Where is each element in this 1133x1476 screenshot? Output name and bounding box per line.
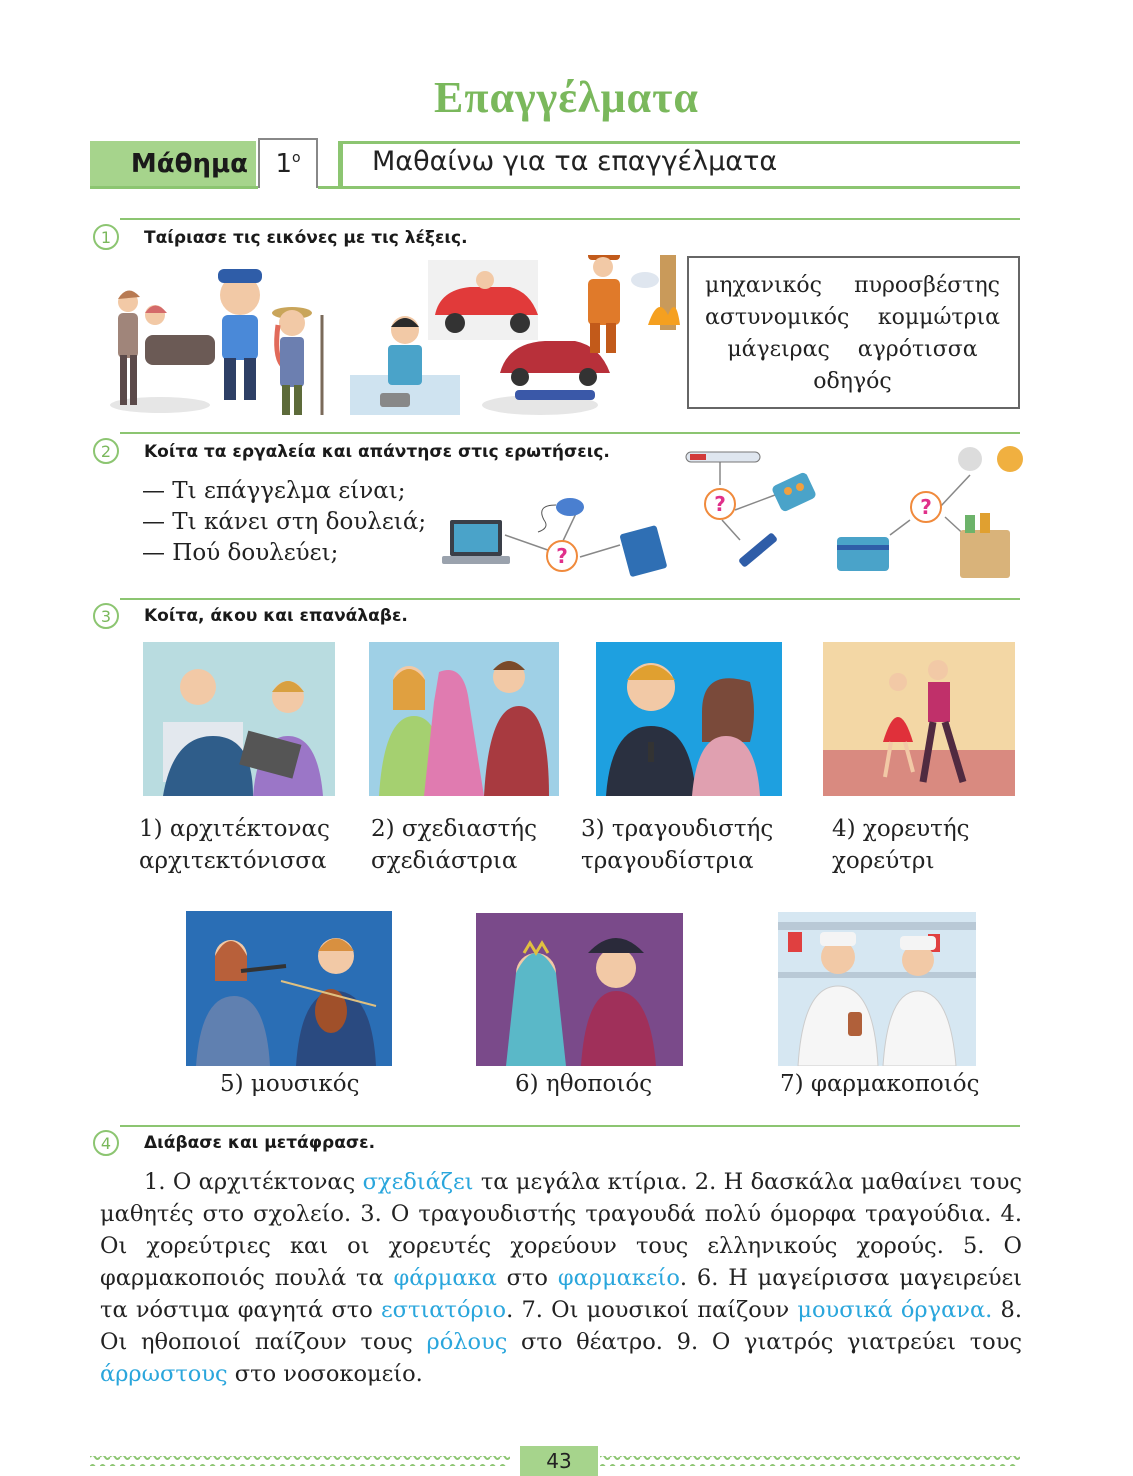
highlight-word: ρόλους: [426, 1329, 508, 1355]
word-hairdresser: κομμώτρια: [877, 305, 1000, 330]
firefighter-figure: [588, 255, 680, 353]
exercise-2-rule: [120, 432, 1020, 434]
notebook-icon: [619, 525, 667, 577]
thermometer-icon: [686, 452, 760, 462]
lesson-title: Μαθαίνω για τα επαγγέλματα: [372, 146, 778, 177]
reading-passage: [100, 1166, 1022, 1390]
word-police-officer: αστυνομικός: [705, 305, 850, 330]
reading-text: 1. Ο αρχιτέκτονας: [144, 1169, 363, 1195]
highlight-word: φαρμακείο: [557, 1265, 680, 1291]
caption-dancer-line1: 4) χορευτής: [832, 816, 970, 842]
question-1: — Τι επάγγελμα είναι;: [142, 478, 406, 504]
caption-dancer: [832, 813, 970, 877]
exercise-1-rule: [120, 218, 1020, 220]
question-mark-medical: ?: [704, 488, 736, 520]
word-driver: οδηγός: [813, 369, 892, 394]
word-box-row-3: [705, 334, 1000, 366]
caption-singer-line2: τραγουδίστρια: [581, 848, 754, 874]
reading-text: στο: [496, 1265, 558, 1291]
highlight-word: μουσικά όργανα.: [797, 1297, 993, 1323]
page-number: 43: [520, 1446, 598, 1476]
coins-icon: [958, 446, 1023, 472]
farmer-figure: [272, 307, 322, 415]
lesson-topline: [340, 141, 1020, 144]
highlight-word: άρρωστους: [100, 1361, 228, 1387]
exercise-4-rule: [120, 1125, 1020, 1127]
question-3: — Πού δουλεύει;: [142, 540, 339, 566]
word-farmer: αγρότισσα: [857, 337, 978, 362]
caption-singer-line1: 3) τραγουδιστής: [581, 816, 774, 842]
exercise-1-instruction: Ταίριασε τις εικόνες με τις λέξεις.: [144, 228, 468, 248]
exercise-3-rule: [120, 598, 1020, 600]
caption-architect-line1: 1) αρχιτέκτονας: [139, 816, 330, 842]
syringe-icon: [738, 532, 778, 568]
question-mark-shopping: ?: [910, 491, 942, 523]
word-box-row-1: [705, 270, 1000, 302]
exercise-2-instruction: Κοίτα τα εργαλεία και απάντησε στις ερωτήσεις.: [144, 442, 610, 462]
lesson-number-sup: ο: [291, 150, 301, 166]
word-box-row-2: [705, 302, 1000, 334]
lesson-sidebar: [338, 141, 343, 189]
word-engineer: μηχανικός: [705, 273, 822, 298]
professions-illustration: [100, 255, 680, 420]
driver-car: [428, 260, 538, 340]
word-firefighter: πυροσβέστης: [854, 273, 1000, 298]
reading-text: . 6. Η μαγείρισσα μαγειρεύει τα νόστιμα φαγητά στο: [100, 1265, 1022, 1323]
caption-singer: [581, 813, 773, 877]
reading-text: 8. Οι ηθοποιοί παίζουν τους: [100, 1297, 1022, 1355]
caption-architect: [139, 813, 330, 877]
exercise-4-number: 4: [93, 1130, 119, 1156]
caption-dancer-line2: χορεύτρι: [832, 848, 935, 874]
designer-picture: [369, 642, 559, 796]
musician-picture: [186, 911, 392, 1066]
pharmacist-picture: [778, 912, 976, 1066]
caption-pharmacist: 7) φαρμακοποιός: [780, 1071, 980, 1097]
reading-text: στο νοσοκομείο.: [227, 1361, 423, 1387]
lesson-underline-left: [90, 186, 258, 189]
highlight-word: φάρμακα: [393, 1265, 497, 1291]
caption-architect-line2: αρχιτεκτόνισσα: [139, 848, 327, 874]
exercise-1-number: 1: [93, 224, 119, 250]
police-officer-figure: [218, 269, 262, 400]
highlight-word: εστιατόριο: [381, 1297, 507, 1323]
question-2: — Τι κάνει στη δουλειά;: [142, 509, 427, 535]
exercise-2-number: 2: [93, 438, 119, 464]
page-title: Επαγγέλματα: [434, 73, 699, 122]
lesson-label: Μάθημα: [90, 141, 256, 187]
mouse-icon: [538, 498, 584, 532]
caption-designer: [371, 813, 537, 877]
exercise-3-instruction: Κοίτα, άκου και επανάλαβε.: [144, 606, 408, 626]
reading-text: τα μεγάλα κτίρια. 2. Η δασκάλα μαθαίνει τους μαθητές στο σχολείο. 3. Ο τραγουδιστής τραγουδά πολύ όμορφα τραγούδια. 4. Οι χορεύτριες και οι χορευτές χορεύουν τους ελληνικούς χορούς. 5. Ο φαρμακοποιός πουλά τα: [100, 1169, 1022, 1291]
caption-designer-line2: σχεδιάστρια: [371, 848, 518, 874]
caption-musician: 5) μουσικός: [220, 1071, 360, 1097]
shopping-bag-icon: [960, 513, 1010, 578]
singer-picture: [596, 642, 782, 796]
exercise-3-number: 3: [93, 603, 119, 629]
architect-picture: [143, 642, 335, 796]
highlight-word: σχεδιάζει: [362, 1169, 474, 1195]
reading-text: . 7. Οι μουσικοί παίζουν: [506, 1297, 798, 1323]
credit-card-icon: [837, 537, 889, 571]
exercise-4-instruction: Διάβασε και μετάφρασε.: [144, 1133, 376, 1153]
hairdresser-figure: [110, 290, 215, 413]
tools-diagrams: [440, 445, 1030, 590]
dancer-picture: [823, 642, 1015, 796]
question-mark-computer: ?: [546, 540, 578, 572]
lesson-underline: [318, 186, 1020, 189]
reading-text: στο θέατρο. 9. Ο γιατρός γιατρεύει τους: [507, 1329, 1022, 1355]
laptop-icon: [442, 520, 510, 564]
caption-designer-line1: 2) σχεδιαστής: [371, 816, 537, 842]
word-box: [687, 256, 1020, 409]
caption-actor: 6) ηθοποιός: [515, 1071, 653, 1097]
actor-picture: [476, 913, 683, 1066]
lesson-number-value: 1: [275, 149, 292, 179]
lesson-number: [258, 138, 318, 188]
word-cook: μάγειρας: [727, 337, 830, 362]
pills-icon: [771, 471, 817, 512]
